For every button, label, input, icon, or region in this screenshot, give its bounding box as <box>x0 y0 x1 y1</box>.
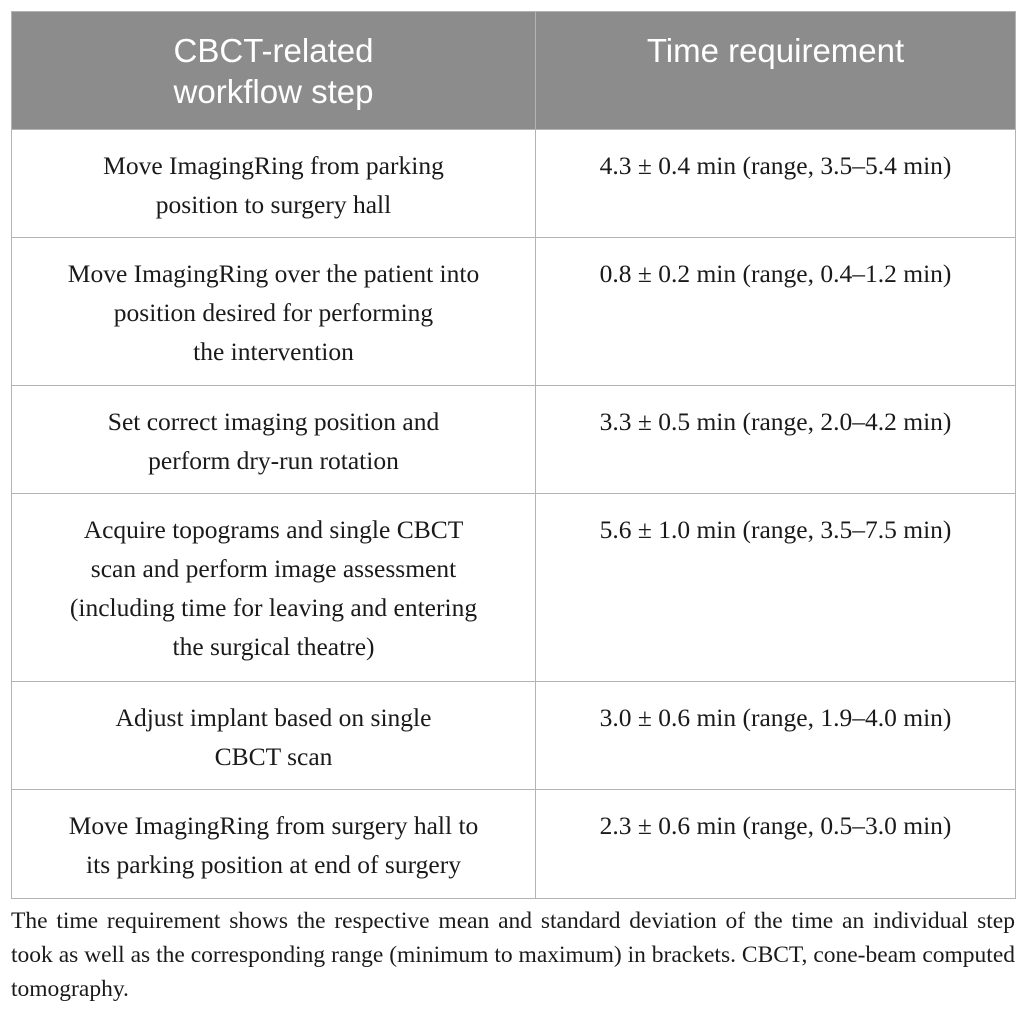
column-header-time: Time requirement <box>536 12 1016 130</box>
table-row <box>12 494 1016 682</box>
table-cell-time: 5.6 ± 1.0 min (range, 3.5–7.5 min) <box>536 494 1016 682</box>
table-row <box>12 386 1016 494</box>
table-cell-step: Move ImagingRing from surgery hall to its parking position at end of surgery <box>12 790 536 899</box>
workflow-table <box>11 11 1016 899</box>
table-row <box>12 790 1016 899</box>
table-cell-step: Acquire topograms and single CBCT scan and perform image assessment (including time for leaving and entering the surgical theatre) <box>12 494 536 682</box>
table-cell-step: Adjust implant based on single CBCT scan <box>12 682 536 790</box>
table-cell-time: 0.8 ± 0.2 min (range, 0.4–1.2 min) <box>536 238 1016 386</box>
table-cell-step: Set correct imaging position and perform dry-run rotation <box>12 386 536 494</box>
table-cell-time: 3.3 ± 0.5 min (range, 2.0–4.2 min) <box>536 386 1016 494</box>
table-row <box>12 130 1016 238</box>
table-cell-step: Move ImagingRing from parking position to surgery hall <box>12 130 536 238</box>
table-footnote: The time requirement shows the respective mean and standard deviation of the time an individual step took as well as the corresponding range (minimum to maximum) in brackets. CBCT, cone-beam computed tomography. <box>11 908 1015 1002</box>
table-cell-time: 2.3 ± 0.6 min (range, 0.5–3.0 min) <box>536 790 1016 899</box>
table-header-row <box>12 12 1016 130</box>
table-cell-step: Move ImagingRing over the patient into position desired for performing the intervention <box>12 238 536 386</box>
table-cell-time: 4.3 ± 0.4 min (range, 3.5–5.4 min) <box>536 130 1016 238</box>
table-row <box>12 682 1016 790</box>
column-header-step: CBCT-related workflow step <box>12 12 536 130</box>
table-row <box>12 238 1016 386</box>
table-cell-time: 3.0 ± 0.6 min (range, 1.9–4.0 min) <box>536 682 1016 790</box>
workflow-table-container <box>11 11 1015 899</box>
